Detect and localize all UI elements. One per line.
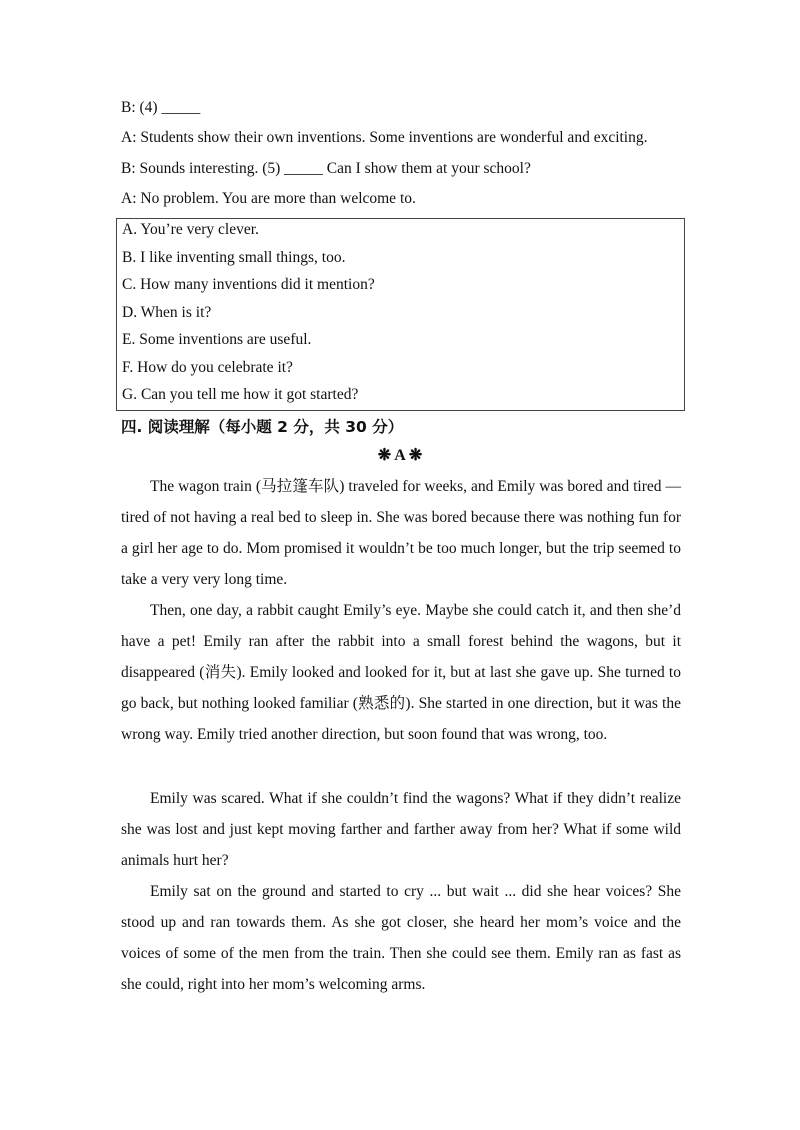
passage-title: ❋ A ❋ — [377, 447, 423, 464]
option-a: A. You’re very clever. — [122, 221, 259, 238]
option-f: F. How do you celebrate it? — [122, 359, 293, 376]
section-heading: 四. 阅读理解（每小题 2 分，共 30 分） — [121, 418, 404, 436]
dialogue-line-a-welcome: A: No problem. You are more than welcome to. — [121, 190, 416, 207]
paragraph-3: Emily was scared. What if she couldn’t find the wagons? What if they didn’t realize she was lost and just kept moving farther and farther away from her? What if some wild animals hurt her? — [121, 790, 681, 869]
paragraph-1: The wagon train (马拉篷车队) traveled for weeks, and Emily was bored and tired — tired of not having a real bed to sleep in. She was bored because there was nothing fun for a girl her age to do. Mom promised it wouldn’t be too much longer, but the trip seemed to take a very very long time. — [121, 478, 681, 588]
dialogue-line-b5: B: Sounds interesting. (5) _____ Can I show them at your school? — [121, 160, 531, 177]
paragraph-4: Emily sat on the ground and started to cry ... but wait ... did she hear voices? She stood up and ran towards them. As she got closer, she heard her mom’s voice and the voices of some of the men from the train. Then she could see them. Emily ran as fast as she could, right into her mom’s welcoming arms. — [121, 883, 681, 993]
dialogue-line-a-inventions: A: Students show their own inventions. Some inventions are wonderful and exciting. — [121, 129, 648, 146]
dialogue-line-b4: B: (4) _____ — [121, 99, 201, 116]
option-b: B. I like inventing small things, too. — [122, 249, 346, 266]
option-c: C. How many inventions did it mention? — [122, 276, 375, 293]
options-box — [116, 218, 685, 411]
paragraph-2: Then, one day, a rabbit caught Emily’s eye. Maybe she could catch it, and then she’d have a pet! Emily ran after the rabbit into a small forest behind the wagons, but it disappeared (消失). Emily looked and looked for it, but at last she gave up. She turned to go back, but nothing looked familiar (熟悉的). She started in one direction, but it was the wrong way. Emily tried another direction, but soon found that was wrong, too. — [121, 602, 681, 743]
option-d: D. When is it? — [122, 304, 212, 321]
option-e: E. Some inventions are useful. — [122, 331, 312, 348]
option-g: G. Can you tell me how it got started? — [122, 386, 359, 403]
